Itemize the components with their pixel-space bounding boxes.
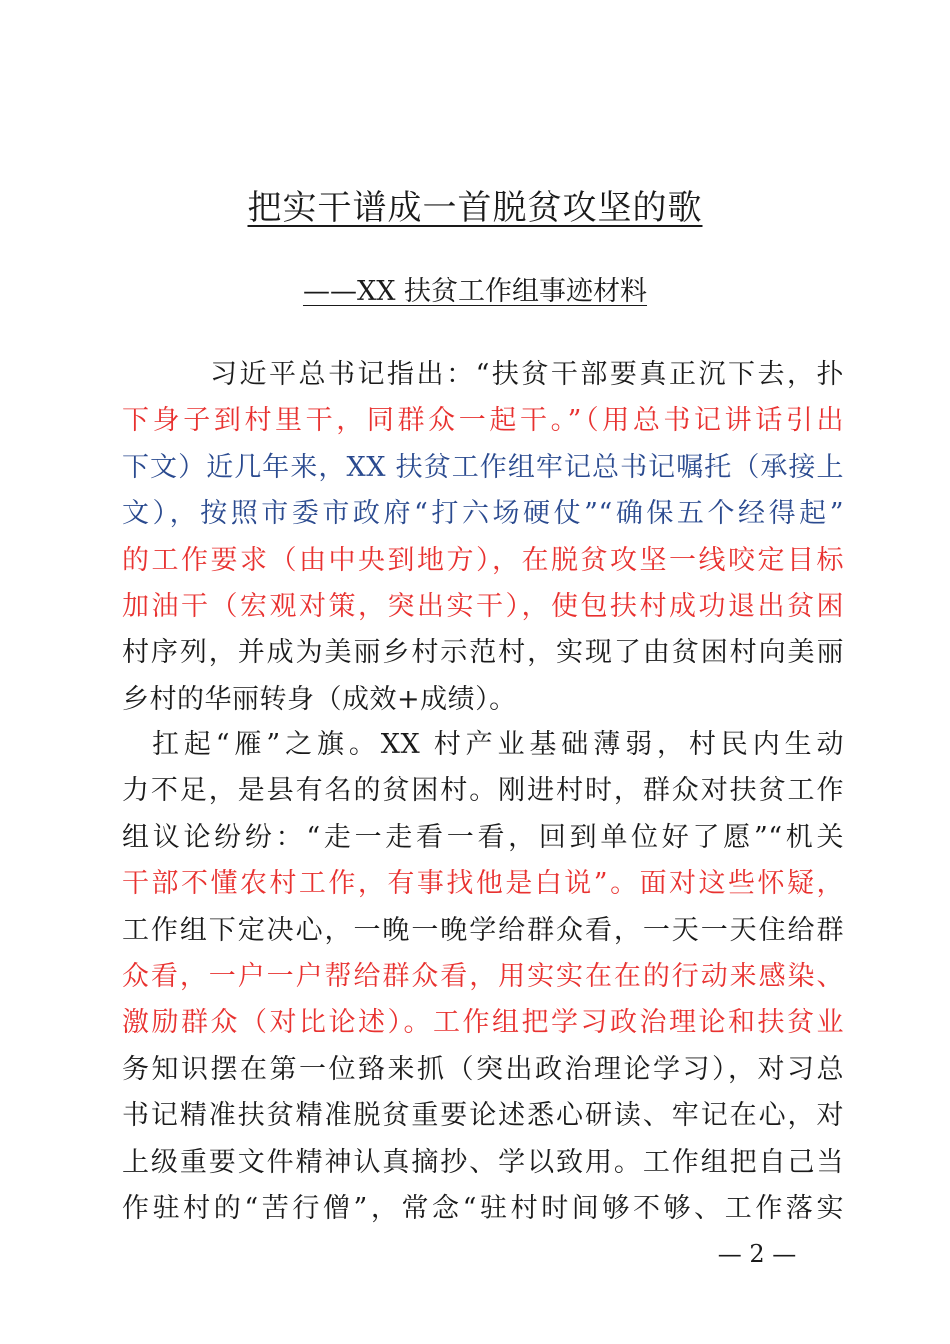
text-segment: 务知识摆在第一位	[122, 1053, 358, 1085]
text-segment: 组议论纷纷：“走一走看一看，回到单位好了愿”“机关	[122, 821, 844, 853]
text-line	[122, 815, 844, 861]
text-segment: 文），按照市委市政府“打六场硬仗”“确保五个经得起”	[122, 498, 844, 530]
text-segment: 扛起“雁”之旗。XX 村产业基础薄弱，村民内生动	[152, 729, 844, 760]
text-segment: 力不足，是县有名的贫困村。刚进村时，群众对扶贫工作	[122, 775, 844, 807]
text-line	[122, 1047, 844, 1093]
text-segment: 近几年来，XX 扶贫工作组牢记总书记嘱托（承接上	[206, 451, 844, 483]
text-segment: 的工作要求（由中央到地方），在脱贫攻坚一线咬定目标	[122, 544, 844, 576]
text-line	[122, 908, 844, 954]
text-line	[122, 584, 844, 630]
text-segment: 臵	[358, 1053, 388, 1085]
text-line	[122, 861, 844, 907]
text-segment: 众看，一户一户帮给群众看，用实实在在的行动来感染、	[122, 960, 844, 992]
document-subtitle-text: ——XX 扶贫工作组事迹材料	[302, 276, 648, 307]
text-line	[122, 1000, 844, 1046]
text-line	[122, 630, 844, 676]
text-segment: 上级重要文件精神认真摘抄、学以致用。工作组把自己当	[122, 1146, 844, 1178]
text-line	[122, 768, 844, 814]
text-segment: 激励群众（对比论述）。工作组把学习政治理论和扶贫业	[122, 1007, 844, 1039]
text-segment: 下文）	[122, 451, 207, 483]
document-title-text: 把实干谱成一首脱贫攻坚的歌	[247, 188, 703, 228]
text-segment: 加油干（宏观对策，突出实干），使包扶村成功退出贫困	[122, 590, 844, 622]
text-line	[122, 538, 844, 584]
text-segment: 干部不懂农村工作，有事找他是白说”。面对这些怀疑，	[122, 868, 844, 900]
text-line	[122, 1186, 844, 1232]
text-line	[122, 954, 844, 1000]
page-number: — 2 —	[717, 1240, 797, 1268]
text-line	[122, 1140, 844, 1186]
text-segment: 工作组下定决心，一晚一晚学给群众看，一天一天住给群	[122, 914, 844, 946]
document-title	[0, 183, 950, 233]
text-line	[122, 722, 844, 768]
paragraph-1	[122, 352, 844, 723]
text-line	[122, 398, 844, 444]
text-segment: 来抓（突出政治理论学习），对习总	[387, 1053, 844, 1085]
text-line	[122, 1093, 844, 1139]
text-segment: 作驻村的“苦行僧”，常念“驻村时间够不够、工作落实	[122, 1192, 844, 1224]
text-line	[122, 445, 844, 491]
document-subtitle	[0, 270, 950, 314]
text-line	[122, 677, 844, 723]
text-segment: 乡村的华丽转身（成效+成绩）。	[122, 683, 517, 715]
paragraph-2	[122, 722, 844, 1232]
text-segment: 习近平总书记指出：“扶贫干部要真正沉下去，扑	[210, 359, 844, 390]
text-segment: 下身子到村里干，同群众一起干。”（用总书记讲话引出	[122, 405, 844, 437]
text-line	[122, 352, 844, 398]
text-segment: 书记精准扶贫精准脱贫重要论述悉心研读、牢记在心，对	[122, 1100, 844, 1132]
text-line	[122, 491, 844, 537]
text-segment: 村序列，并成为美丽乡村示范村，实现了由贫困村向美丽	[122, 637, 844, 669]
